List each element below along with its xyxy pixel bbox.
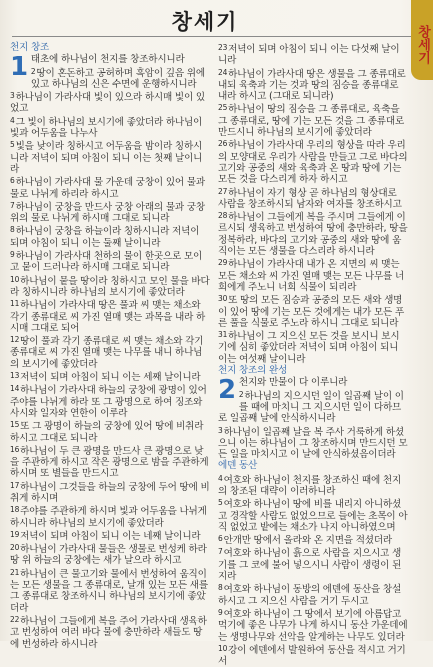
verse-number: 20 xyxy=(10,543,20,553)
verse-number: 4 xyxy=(10,115,15,125)
verse-number: 22 xyxy=(10,614,20,624)
verse-number: 12 xyxy=(10,335,20,345)
verse xyxy=(10,542,210,567)
verse-number: 10 xyxy=(10,274,20,284)
verse xyxy=(218,42,408,67)
title-divider xyxy=(12,36,415,37)
verse-text: 하나님이 큰 물고기와 물에서 번성하여 움직이는 모든 생물을 그 종류대로, 날개 있는 모든 새를 그 종류대로 창조하시니 하나님의 보시기에 좋았더라 xyxy=(10,568,208,614)
verse-text: 하나님이 그것들을 하늘의 궁창에 두어 땅에 비취게 하시며 xyxy=(10,481,210,504)
right-column xyxy=(218,42,408,667)
verse xyxy=(10,504,210,529)
verse xyxy=(10,614,210,650)
verse-number: 31 xyxy=(218,330,228,340)
chapter-number-1: 1 xyxy=(10,52,28,83)
verse-text: 여호와 하나님이 동방의 에덴에 동산을 창설하시고 그 지으신 사람을 거기 두시고 xyxy=(218,584,402,607)
verse xyxy=(218,546,408,582)
verse-text: 땅이 풀과 각기 종류대로 씨 맺는 채소와 각기 종류대로 씨 가진 열매 맺는 나무를 내니 하나님의 보시기에 좋았더라 xyxy=(10,336,204,370)
verse-list-right-a xyxy=(218,42,408,365)
verse-text: 하나님이 궁창을 만드사 궁창 아래의 물과 궁창 위의 물로 나뉘게 하시매 그대로 되니라 xyxy=(10,201,205,225)
book-tab[interactable]: 창세기 xyxy=(411,0,433,80)
verse xyxy=(218,582,408,607)
verse-text: 하나님이 자기 형상 곧 하나님의 형상대로 사람을 창조하시되 남자와 여자를 창조하시고 xyxy=(218,187,402,210)
section-heading-completion: 천지 창조의 완성 xyxy=(218,365,288,377)
section-heading-eden: 에덴 동산 xyxy=(218,460,258,472)
verse-number: 15 xyxy=(10,420,20,430)
verse-text: 강이 에덴에서 발원하여 동산을 적시고 거기서 xyxy=(218,644,406,667)
verse-number: 16 xyxy=(10,444,20,454)
verse-number: 25 xyxy=(218,103,228,113)
verse-number: 3 xyxy=(10,91,15,101)
verse xyxy=(10,298,210,334)
verse-text: 여호와 하나님이 흙으로 사람을 지으시고 생기를 그 코에 불어 넣으시니 사람이 생령이 된지라 xyxy=(218,548,402,583)
verse xyxy=(10,567,210,614)
verse xyxy=(10,54,210,65)
verse-text: 빛을 낮이라 칭하시고 어두움을 밤이라 칭하시니라 저녁이 되며 아침이 되니 이는 첫째 날이니라 xyxy=(10,141,203,175)
verse-number: 21 xyxy=(10,567,20,577)
verse-text: 저녁이 되며 아침이 되니 이는 네째 날이니라 xyxy=(20,530,201,542)
verse-text: 하나님이 가라사대 물 가운데 궁창이 있어 물과 물로 나뉘게 하리라 하시고 xyxy=(10,177,205,200)
verse-number: 5 xyxy=(218,498,223,508)
verse-number: 13 xyxy=(10,371,20,381)
verse-text: 하나님이 두 큰 광명을 만드사 큰 광명으로 낮을 주관하게 하시고 작은 광명으로 밤을 주관하게 하시며 또 별들을 만드시고 xyxy=(10,445,209,480)
verse xyxy=(10,444,210,480)
verse-text: 그 빛이 하나님의 보시기에 좋았더라 하나님이 빛과 어두움을 나누사 xyxy=(10,116,203,140)
verse-text: 천지와 만물이 다 이루니라 xyxy=(238,377,348,389)
verse xyxy=(218,257,408,293)
verse xyxy=(10,383,210,419)
page-title: 창세기 xyxy=(171,10,239,34)
verse-text: 안개만 땅에서 올라와 온 지면을 적셨더라 xyxy=(223,535,392,547)
verse-text: 하나님이 그들에게 복을 주어 가라사대 생육하고 번성하여 여러 바다 물에 충만하라 새들도 땅에 번성하라 하시니라 xyxy=(10,615,207,650)
verse-number: 2 xyxy=(30,66,36,76)
verse-text: 하나님이 땅의 짐승을 그 종류대로, 육축을 그 종류대로, 땅에 기는 모든 것을 그 종류대로 만드시니 하나님의 보시기에 좋았더라 xyxy=(218,104,405,139)
verse-number: 6 xyxy=(218,534,223,544)
verse-number: 4 xyxy=(218,473,223,483)
verse-text: 하나님이 가라사대 우리의 형상을 따라 우리의 모양대로 우리가 사람을 만들고 그로 바다의 고기와 공중의 새와 육축과 온 땅과 땅에 기는 모든 것을 다스리게 하자 하시고 xyxy=(218,140,408,186)
left-column xyxy=(10,42,210,650)
verse-text: 저녁이 되며 아침이 되니 이는 다섯째 날이니라 xyxy=(218,44,400,67)
verse-text: 하나님이 가라사대 물들은 생물로 번성케 하라 땅 위 하늘의 궁창에는 새가 날으라 하시고 xyxy=(10,544,207,567)
verse xyxy=(218,643,408,667)
verse-number: 27 xyxy=(218,186,228,196)
verse-number: 7 xyxy=(218,547,223,557)
chapter-number-2: 2 xyxy=(218,375,236,406)
verse-number: 28 xyxy=(218,211,228,221)
verse xyxy=(218,607,408,643)
verse-number: 7 xyxy=(10,200,15,210)
verse-number: 2 xyxy=(238,389,244,399)
verse-text: 하나님이 가라사대 빛이 있으라 하시매 빛이 있었고 xyxy=(10,92,205,115)
section-heading-creation: 천지 창조 xyxy=(10,42,50,53)
verse-number: 30 xyxy=(218,294,228,304)
verse-text: 하나님이 가라사대 천하의 물이 한곳으로 모이고 뭍이 드러나라 하시매 그대로 되니라 xyxy=(10,251,203,274)
verse-number: 19 xyxy=(10,529,20,539)
verse-text: 하나님이 그들에게 복을 주시며 그들에게 이르시되 생육하고 번성하여 땅에 충만하라, 땅을 정복하라, 바다의 고기와 공중의 새와 땅에 움직이는 모든 생물을 다스리라 하시니라 xyxy=(218,212,408,258)
verse-number: 3 xyxy=(218,425,223,435)
verse-number: 24 xyxy=(218,67,228,77)
verse xyxy=(10,334,210,370)
verse-text: 하나님이 일곱째 날을 복 주사 거룩하게 하셨으니 이는 하나님이 그 창조하시며 만드시던 모든 일을 마치시고 이 날에 안식하셨음이더라 xyxy=(218,426,408,461)
verse xyxy=(10,115,210,140)
verse xyxy=(218,210,408,257)
verse xyxy=(10,529,210,542)
verse-text: 하나님이 그 지으신 모든 것을 보시니 보시기에 심히 좋았더라 저녁이 되며 아침이 되니 이는 여섯째 날이니라 xyxy=(218,331,400,365)
verse-text: 땅이 혼돈하고 공허하며 흑암이 깊음 위에 있고 하나님의 신은 수면에 운행하시니라 xyxy=(30,67,205,90)
verse xyxy=(10,274,210,299)
verse-number: 10 xyxy=(218,643,228,653)
verse-text: 하나님이 가라사대 하늘의 궁창에 광명이 있어 주야를 나뉘게 하라 또 그 광명으로 하여 징조와 사시와 일자와 연한이 이루라 xyxy=(10,385,207,419)
verse-number: 11 xyxy=(10,299,20,309)
verse-number: 17 xyxy=(10,480,20,490)
verse xyxy=(10,480,210,505)
verse-text: 하나님이 가라사대 내가 온 지면의 씨 맺는 모든 채소와 씨 가진 열매 맺는 모든 나무를 너희에게 주노니 너희 식물이 되리라 xyxy=(218,259,405,293)
verse-list-right-c xyxy=(218,473,408,667)
verse-text: 여호와 하나님이 땅에 비를 내리지 아니하셨고 경작할 사람도 없었으므로 들에는 초목이 아직 없었고 밭에는 채소가 나지 아니하였으며 xyxy=(218,499,408,533)
verse xyxy=(10,370,210,383)
verse-text: 태초에 하나님이 천지를 창조하시니라 xyxy=(30,54,185,66)
verse-number: 18 xyxy=(10,505,20,515)
verse-number: 29 xyxy=(218,258,228,268)
verse-text: 저녁이 되며 아침이 되니 이는 세째 날이니라 xyxy=(20,372,201,384)
verse-number: 9 xyxy=(10,250,15,260)
verse xyxy=(10,90,210,115)
verse-list-right-b xyxy=(218,377,408,460)
verse-number: 26 xyxy=(218,139,228,149)
verse xyxy=(10,224,210,249)
verse-text: 또 그 광명이 하늘의 궁창에 있어 땅에 비취라 하시고 그대로 되니라 xyxy=(10,421,204,444)
verse-text: 하나님이 뭍을 땅이라 칭하시고 모인 물을 바다라 칭하시니라 하나님의 보시기에 좋았더라 xyxy=(10,275,210,298)
verse-text: 여호와 하나님이 천지를 창조하신 때에 천지의 창조된 대략이 이러하니라 xyxy=(218,474,402,497)
verse-number: 8 xyxy=(218,583,223,593)
verse-number: 8 xyxy=(10,225,15,235)
verse xyxy=(10,249,210,274)
verse xyxy=(218,67,408,103)
verse-number: 5 xyxy=(10,140,15,150)
verse-text: 주야를 주관하게 하시며 빛과 어두움을 나뉘게 하시니라 하나님의 보시기에 좋았더라 xyxy=(10,506,207,529)
verse-number: 6 xyxy=(10,176,15,186)
verse xyxy=(218,293,408,329)
verse xyxy=(10,200,210,225)
verse-text: 하나님이 궁창을 하늘이라 칭하시니라 저녁이 되며 아침이 되니 이는 둘째 날이니라 xyxy=(10,226,200,249)
verse xyxy=(218,425,408,461)
verse-list-left xyxy=(10,54,210,650)
verse xyxy=(10,175,210,200)
verse-number: 14 xyxy=(10,384,20,394)
verse xyxy=(218,389,408,425)
verse xyxy=(218,102,408,138)
verse xyxy=(218,497,408,533)
verse-number: 23 xyxy=(218,43,228,52)
verse xyxy=(10,66,210,91)
verse-text: 하나님이 가라사대 땅은 생물을 그 종류대로 내되 육축과 기는 것과 땅의 짐승을 종류대로 내라 하시고 (그대로 되니라) xyxy=(218,68,406,103)
verse-text: 하나님의 지으시던 일이 일곱째 날이 이를 때에 마치니 그 지으시던 일이 다하므로 일곱째 날에 안식하시니라 xyxy=(218,390,404,425)
verse xyxy=(218,186,408,211)
verse xyxy=(218,377,408,388)
verse-number: 9 xyxy=(218,607,223,617)
verse-text: 여호와 하나님이 그 땅에서 보기에 아름답고 먹기에 좋은 나무가 나게 하시니 동산 가운데에는 생명나무와 선악을 알게하는 나무도 있더라 xyxy=(218,608,408,643)
verse xyxy=(10,139,210,175)
verse-text: 하나님이 가라사대 땅은 풀과 씨 맺는 채소와 각기 종류대로 씨 가진 열매 맺는 과목을 내라 하시매 그대로 되어 xyxy=(10,300,206,334)
verse xyxy=(218,533,408,546)
verse xyxy=(10,419,210,444)
verse xyxy=(218,473,408,498)
verse xyxy=(218,329,408,365)
verse-text: 또 땅의 모든 짐승과 공중의 모든 새와 생명이 있어 땅에 기는 모든 것에게는 내가 모든 푸른 풀을 식물로 주노라 하시니 그대로 되니라 xyxy=(218,295,405,329)
verse xyxy=(218,138,408,185)
